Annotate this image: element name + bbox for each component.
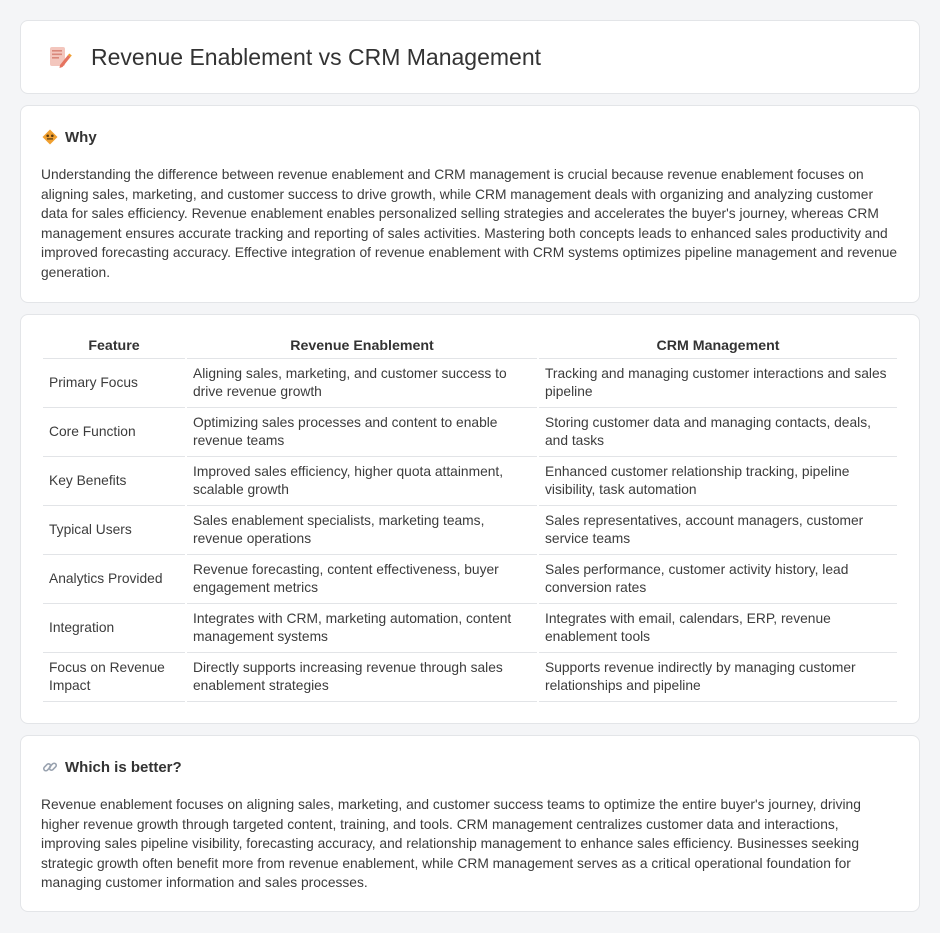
table-row [43,653,897,702]
title-card [20,20,920,94]
table-row [43,506,897,555]
table-row [43,457,897,506]
why-heading-label: Why [65,128,97,146]
table-row [43,555,897,604]
revenue-enablement-cell: Revenue forecasting, content effectiveness, buyer engagement metrics [187,555,537,604]
crm-management-cell: Supports revenue indirectly by managing customer relationships and pipeline [539,653,897,702]
why-text: Understanding the difference between revenue enablement and CRM management is crucial because revenue enablement focuses on aligning sales, marketing, and customer success to drive growth, while CRM management deals with organizing and analyzing customer data for sales efficiency. Revenue enablement enables personalized selling strategies and accelerates the buyer's journey, whereas CRM management ensures accurate tracking and reporting of sales activities. Mastering both concepts leads to enhanced sales productivity and improved forecasting accuracy. Effective integration of revenue enablement with CRM systems optimizes pipeline management and revenue generation. [41,167,898,280]
better-text: Revenue enablement focuses on aligning sales, marketing, and customer success teams to optimize the entire buyer's journey, driving higher revenue growth through targeted content, training, and tools. CRM management centralizes customer data and interactions, improving sales pipeline visibility, forecasting accuracy, and relationship management to enhance sales efficiency. Businesses seeking strategic growth often benefit more from revenue enablement, while CRM management serves as a critical operational foundation for managing customer information and sales processes. [41,797,861,890]
why-section [20,105,920,303]
revenue-enablement-cell: Aligning sales, marketing, and customer success to drive revenue growth [187,359,537,408]
header-revenue-enablement: Revenue Enablement [187,335,537,359]
document-pencil-icon [45,43,73,71]
crm-management-cell: Sales representatives, account managers, customer service teams [539,506,897,555]
link-icon [41,758,59,776]
table-row [43,359,897,408]
revenue-enablement-cell: Optimizing sales processes and content to enable revenue teams [187,408,537,457]
crm-management-cell: Enhanced customer relationship tracking, pipeline visibility, task automation [539,457,897,506]
revenue-enablement-cell: Improved sales efficiency, higher quota attainment, scalable growth [187,457,537,506]
header-crm-management: CRM Management [539,335,897,359]
feature-cell: Focus on Revenue Impact [43,653,185,702]
revenue-enablement-cell: Directly supports increasing revenue through sales enablement strategies [187,653,537,702]
comparison-card [20,314,920,724]
header-feature: Feature [43,335,185,359]
why-heading [41,128,899,146]
crm-management-cell: Tracking and managing customer interactions and sales pipeline [539,359,897,408]
better-heading-label: Which is better? [65,758,182,776]
comparison-table [41,335,899,702]
diamond-sign-icon [41,128,59,146]
feature-cell: Primary Focus [43,359,185,408]
table-header-row [43,335,897,359]
better-heading [41,758,899,776]
table-row [43,604,897,653]
feature-cell: Integration [43,604,185,653]
crm-management-cell: Sales performance, customer activity history, lead conversion rates [539,555,897,604]
crm-management-cell: Storing customer data and managing contacts, deals, and tasks [539,408,897,457]
feature-cell: Analytics Provided [43,555,185,604]
revenue-enablement-cell: Integrates with CRM, marketing automation, content management systems [187,604,537,653]
which-is-better-section [20,735,920,912]
page-title: Revenue Enablement vs CRM Management [91,43,542,70]
feature-cell: Core Function [43,408,185,457]
crm-management-cell: Integrates with email, calendars, ERP, revenue enablement tools [539,604,897,653]
feature-cell: Typical Users [43,506,185,555]
table-row [43,408,897,457]
feature-cell: Key Benefits [43,457,185,506]
revenue-enablement-cell: Sales enablement specialists, marketing teams, revenue operations [187,506,537,555]
